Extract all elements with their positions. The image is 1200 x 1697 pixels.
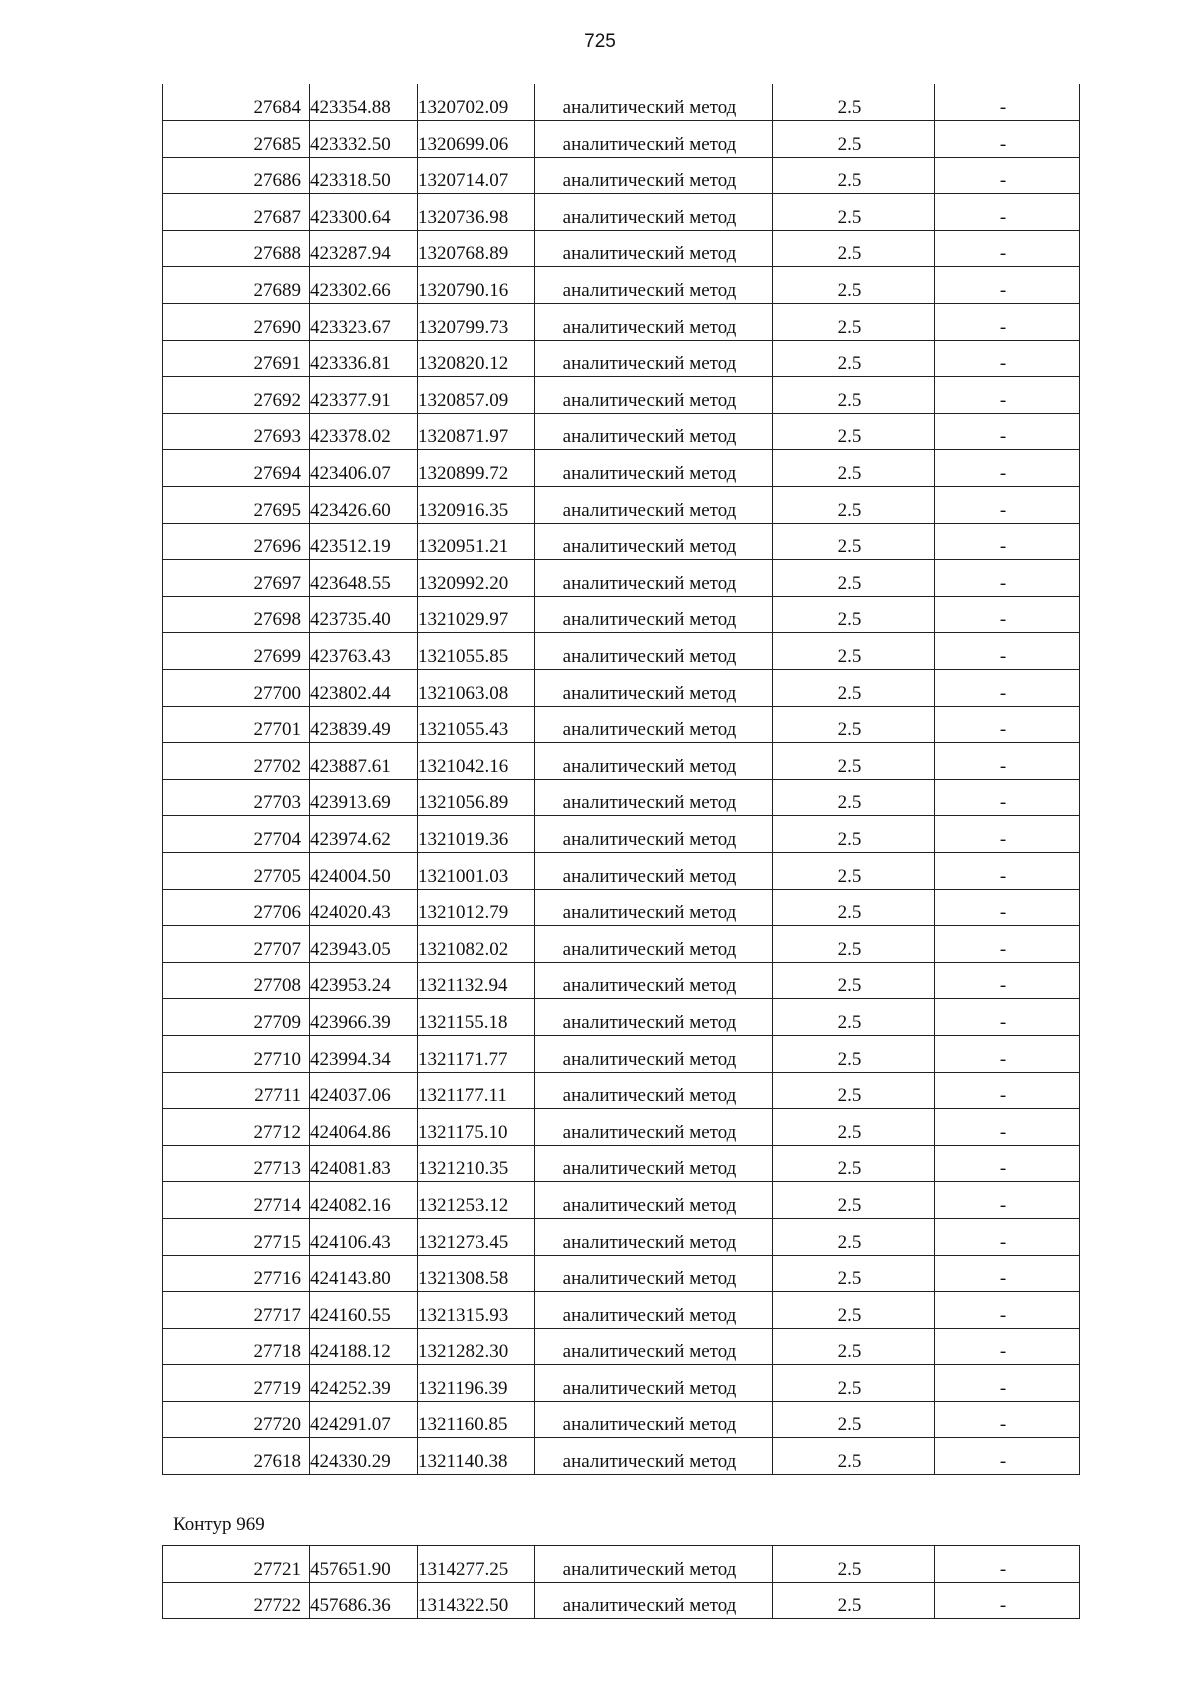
x-coordinate-cell: 424188.12 <box>310 1328 418 1365</box>
point-number-cell: 27714 <box>163 1182 310 1219</box>
accuracy-cell: 2.5 <box>773 1292 935 1329</box>
x-coordinate-cell: 424252.39 <box>310 1365 418 1402</box>
accuracy-cell: 2.5 <box>773 267 935 304</box>
table-row <box>163 1182 1080 1219</box>
table-row <box>163 1035 1080 1072</box>
contour-coordinates-table-body <box>163 1546 1080 1619</box>
y-coordinate-cell: 1321012.79 <box>418 889 535 926</box>
method-cell: аналитический метод <box>535 1328 773 1365</box>
note-cell: - <box>935 1035 1080 1072</box>
point-number-cell: 27718 <box>163 1328 310 1365</box>
table-row <box>163 633 1080 670</box>
method-cell: аналитический метод <box>535 852 773 889</box>
y-coordinate-cell: 1321196.39 <box>418 1365 535 1402</box>
table-row <box>163 377 1080 414</box>
y-coordinate-cell: 1321140.38 <box>418 1438 535 1475</box>
note-cell: - <box>935 450 1080 487</box>
table-row <box>163 1365 1080 1402</box>
y-coordinate-cell: 1321171.77 <box>418 1035 535 1072</box>
method-cell: аналитический метод <box>535 962 773 999</box>
method-cell: аналитический метод <box>535 999 773 1036</box>
y-coordinate-cell: 1314277.25 <box>418 1546 535 1583</box>
note-cell: - <box>935 1109 1080 1146</box>
x-coordinate-cell: 424064.86 <box>310 1109 418 1146</box>
y-coordinate-cell: 1320702.09 <box>418 84 535 121</box>
point-number-cell: 27696 <box>163 523 310 560</box>
y-coordinate-cell: 1321132.94 <box>418 962 535 999</box>
method-cell: аналитический метод <box>535 706 773 743</box>
method-cell: аналитический метод <box>535 560 773 597</box>
method-cell: аналитический метод <box>535 1035 773 1072</box>
method-cell: аналитический метод <box>535 670 773 707</box>
note-cell: - <box>935 1365 1080 1402</box>
table-row <box>163 1218 1080 1255</box>
method-cell: аналитический метод <box>535 413 773 450</box>
y-coordinate-cell: 1321177.11 <box>418 1072 535 1109</box>
method-cell: аналитический метод <box>535 377 773 414</box>
note-cell: - <box>935 962 1080 999</box>
method-cell: аналитический метод <box>535 523 773 560</box>
note-cell: - <box>935 487 1080 524</box>
y-coordinate-cell: 1321308.58 <box>418 1255 535 1292</box>
x-coordinate-cell: 423323.67 <box>310 304 418 341</box>
point-number-cell: 27710 <box>163 1035 310 1072</box>
x-coordinate-cell: 457651.90 <box>310 1546 418 1583</box>
note-cell: - <box>935 377 1080 414</box>
point-number-cell: 27700 <box>163 670 310 707</box>
method-cell: аналитический метод <box>535 1109 773 1146</box>
x-coordinate-cell: 423336.81 <box>310 340 418 377</box>
y-coordinate-cell: 1320799.73 <box>418 304 535 341</box>
accuracy-cell: 2.5 <box>773 670 935 707</box>
y-coordinate-cell: 1321160.85 <box>418 1401 535 1438</box>
accuracy-cell: 2.5 <box>773 1438 935 1475</box>
table-row <box>163 1438 1080 1475</box>
table-row <box>163 194 1080 231</box>
table-row <box>163 779 1080 816</box>
method-cell: аналитический метод <box>535 816 773 853</box>
table-row <box>163 413 1080 450</box>
point-number-cell: 27707 <box>163 926 310 963</box>
accuracy-cell: 2.5 <box>773 1035 935 1072</box>
note-cell: - <box>935 670 1080 707</box>
note-cell: - <box>935 1292 1080 1329</box>
note-cell: - <box>935 230 1080 267</box>
x-coordinate-cell: 423953.24 <box>310 962 418 999</box>
x-coordinate-cell: 424037.06 <box>310 1072 418 1109</box>
method-cell: аналитический метод <box>535 304 773 341</box>
x-coordinate-cell: 423763.43 <box>310 633 418 670</box>
method-cell: аналитический метод <box>535 1292 773 1329</box>
method-cell: аналитический метод <box>535 1182 773 1219</box>
accuracy-cell: 2.5 <box>773 1109 935 1146</box>
table-row <box>163 962 1080 999</box>
note-cell: - <box>935 157 1080 194</box>
note-cell: - <box>935 413 1080 450</box>
table-row <box>163 560 1080 597</box>
x-coordinate-cell: 423332.50 <box>310 121 418 158</box>
table-row <box>163 706 1080 743</box>
y-coordinate-cell: 1321253.12 <box>418 1182 535 1219</box>
method-cell: аналитический метод <box>535 450 773 487</box>
x-coordinate-cell: 423735.40 <box>310 596 418 633</box>
y-coordinate-cell: 1320871.97 <box>418 413 535 450</box>
point-number-cell: 27717 <box>163 1292 310 1329</box>
y-coordinate-cell: 1321042.16 <box>418 743 535 780</box>
accuracy-cell: 2.5 <box>773 1182 935 1219</box>
table-row <box>163 999 1080 1036</box>
y-coordinate-cell: 1320736.98 <box>418 194 535 231</box>
x-coordinate-cell: 424082.16 <box>310 1182 418 1219</box>
accuracy-cell: 2.5 <box>773 633 935 670</box>
x-coordinate-cell: 423913.69 <box>310 779 418 816</box>
method-cell: аналитический метод <box>535 1255 773 1292</box>
table-row <box>163 889 1080 926</box>
point-number-cell: 27699 <box>163 633 310 670</box>
table-row <box>163 450 1080 487</box>
note-cell: - <box>935 304 1080 341</box>
accuracy-cell: 2.5 <box>773 121 935 158</box>
coordinates-table-body <box>163 84 1080 1475</box>
note-cell: - <box>935 633 1080 670</box>
method-cell: аналитический метод <box>535 157 773 194</box>
accuracy-cell: 2.5 <box>773 194 935 231</box>
y-coordinate-cell: 1321019.36 <box>418 816 535 853</box>
accuracy-cell: 2.5 <box>773 596 935 633</box>
y-coordinate-cell: 1321210.35 <box>418 1145 535 1182</box>
point-number-cell: 27697 <box>163 560 310 597</box>
point-number-cell: 27703 <box>163 779 310 816</box>
y-coordinate-cell: 1321063.08 <box>418 670 535 707</box>
y-coordinate-cell: 1320899.72 <box>418 450 535 487</box>
accuracy-cell: 2.5 <box>773 1145 935 1182</box>
x-coordinate-cell: 423300.64 <box>310 194 418 231</box>
table-row <box>163 816 1080 853</box>
point-number-cell: 27708 <box>163 962 310 999</box>
accuracy-cell: 2.5 <box>773 450 935 487</box>
method-cell: аналитический метод <box>535 1546 773 1583</box>
accuracy-cell: 2.5 <box>773 230 935 267</box>
point-number-cell: 27695 <box>163 487 310 524</box>
table-row <box>163 1292 1080 1329</box>
table-row <box>163 926 1080 963</box>
y-coordinate-cell: 1321055.85 <box>418 633 535 670</box>
contour-coordinates-table <box>162 1545 1080 1619</box>
point-number-cell: 27691 <box>163 340 310 377</box>
note-cell: - <box>935 1328 1080 1365</box>
coordinates-table <box>162 84 1080 1475</box>
note-cell: - <box>935 706 1080 743</box>
accuracy-cell: 2.5 <box>773 377 935 414</box>
note-cell: - <box>935 1546 1080 1583</box>
note-cell: - <box>935 1072 1080 1109</box>
accuracy-cell: 2.5 <box>773 340 935 377</box>
note-cell: - <box>935 340 1080 377</box>
point-number-cell: 27693 <box>163 413 310 450</box>
point-number-cell: 27618 <box>163 1438 310 1475</box>
method-cell: аналитический метод <box>535 340 773 377</box>
y-coordinate-cell: 1320768.89 <box>418 230 535 267</box>
method-cell: аналитический метод <box>535 1401 773 1438</box>
note-cell: - <box>935 1582 1080 1619</box>
x-coordinate-cell: 423887.61 <box>310 743 418 780</box>
method-cell: аналитический метод <box>535 1365 773 1402</box>
x-coordinate-cell: 423802.44 <box>310 670 418 707</box>
method-cell: аналитический метод <box>535 121 773 158</box>
note-cell: - <box>935 523 1080 560</box>
table-row <box>163 670 1080 707</box>
table-row <box>163 84 1080 121</box>
x-coordinate-cell: 423426.60 <box>310 487 418 524</box>
accuracy-cell: 2.5 <box>773 1072 935 1109</box>
point-number-cell: 27688 <box>163 230 310 267</box>
method-cell: аналитический метод <box>535 1582 773 1619</box>
note-cell: - <box>935 84 1080 121</box>
method-cell: аналитический метод <box>535 1218 773 1255</box>
accuracy-cell: 2.5 <box>773 816 935 853</box>
accuracy-cell: 2.5 <box>773 962 935 999</box>
y-coordinate-cell: 1321001.03 <box>418 852 535 889</box>
point-number-cell: 27705 <box>163 852 310 889</box>
note-cell: - <box>935 1255 1080 1292</box>
x-coordinate-cell: 423302.66 <box>310 267 418 304</box>
point-number-cell: 27706 <box>163 889 310 926</box>
point-number-cell: 27711 <box>163 1072 310 1109</box>
table-row <box>163 1109 1080 1146</box>
x-coordinate-cell: 423974.62 <box>310 816 418 853</box>
y-coordinate-cell: 1321273.45 <box>418 1218 535 1255</box>
accuracy-cell: 2.5 <box>773 1401 935 1438</box>
method-cell: аналитический метод <box>535 596 773 633</box>
table-row <box>163 852 1080 889</box>
method-cell: аналитический метод <box>535 633 773 670</box>
y-coordinate-cell: 1321282.30 <box>418 1328 535 1365</box>
x-coordinate-cell: 423512.19 <box>310 523 418 560</box>
x-coordinate-cell: 424291.07 <box>310 1401 418 1438</box>
point-number-cell: 27721 <box>163 1546 310 1583</box>
y-coordinate-cell: 1320992.20 <box>418 560 535 597</box>
note-cell: - <box>935 743 1080 780</box>
x-coordinate-cell: 423378.02 <box>310 413 418 450</box>
point-number-cell: 27712 <box>163 1109 310 1146</box>
x-coordinate-cell: 424330.29 <box>310 1438 418 1475</box>
x-coordinate-cell: 423406.07 <box>310 450 418 487</box>
y-coordinate-cell: 1321175.10 <box>418 1109 535 1146</box>
note-cell: - <box>935 1401 1080 1438</box>
accuracy-cell: 2.5 <box>773 1255 935 1292</box>
y-coordinate-cell: 1320699.06 <box>418 121 535 158</box>
point-number-cell: 27686 <box>163 157 310 194</box>
method-cell: аналитический метод <box>535 84 773 121</box>
table-row <box>163 1328 1080 1365</box>
method-cell: аналитический метод <box>535 487 773 524</box>
method-cell: аналитический метод <box>535 1072 773 1109</box>
table-row <box>163 267 1080 304</box>
note-cell: - <box>935 999 1080 1036</box>
x-coordinate-cell: 424020.43 <box>310 889 418 926</box>
table-row <box>163 743 1080 780</box>
method-cell: аналитический метод <box>535 889 773 926</box>
y-coordinate-cell: 1320714.07 <box>418 157 535 194</box>
note-cell: - <box>935 1145 1080 1182</box>
note-cell: - <box>935 852 1080 889</box>
x-coordinate-cell: 423648.55 <box>310 560 418 597</box>
y-coordinate-cell: 1321029.97 <box>418 596 535 633</box>
method-cell: аналитический метод <box>535 230 773 267</box>
page-number: 725 <box>584 31 616 52</box>
accuracy-cell: 2.5 <box>773 304 935 341</box>
point-number-cell: 27684 <box>163 84 310 121</box>
point-number-cell: 27709 <box>163 999 310 1036</box>
table-row <box>163 1145 1080 1182</box>
accuracy-cell: 2.5 <box>773 1546 935 1583</box>
point-number-cell: 27713 <box>163 1145 310 1182</box>
accuracy-cell: 2.5 <box>773 1365 935 1402</box>
accuracy-cell: 2.5 <box>773 560 935 597</box>
point-number-cell: 27694 <box>163 450 310 487</box>
point-number-cell: 27689 <box>163 267 310 304</box>
method-cell: аналитический метод <box>535 1438 773 1475</box>
accuracy-cell: 2.5 <box>773 157 935 194</box>
point-number-cell: 27692 <box>163 377 310 414</box>
point-number-cell: 27702 <box>163 743 310 780</box>
point-number-cell: 27716 <box>163 1255 310 1292</box>
accuracy-cell: 2.5 <box>773 84 935 121</box>
y-coordinate-cell: 1321315.93 <box>418 1292 535 1329</box>
note-cell: - <box>935 779 1080 816</box>
y-coordinate-cell: 1320820.12 <box>418 340 535 377</box>
accuracy-cell: 2.5 <box>773 852 935 889</box>
accuracy-cell: 2.5 <box>773 413 935 450</box>
method-cell: аналитический метод <box>535 1145 773 1182</box>
point-number-cell: 27701 <box>163 706 310 743</box>
contour-label: Контур 969 <box>173 1514 265 1535</box>
point-number-cell: 27722 <box>163 1582 310 1619</box>
note-cell: - <box>935 1438 1080 1475</box>
x-coordinate-cell: 424004.50 <box>310 852 418 889</box>
table-row <box>163 304 1080 341</box>
table-row <box>163 340 1080 377</box>
x-coordinate-cell: 424160.55 <box>310 1292 418 1329</box>
method-cell: аналитический метод <box>535 926 773 963</box>
accuracy-cell: 2.5 <box>773 1218 935 1255</box>
note-cell: - <box>935 121 1080 158</box>
point-number-cell: 27704 <box>163 816 310 853</box>
y-coordinate-cell: 1320951.21 <box>418 523 535 560</box>
method-cell: аналитический метод <box>535 779 773 816</box>
x-coordinate-cell: 423318.50 <box>310 157 418 194</box>
note-cell: - <box>935 267 1080 304</box>
method-cell: аналитический метод <box>535 743 773 780</box>
table-row <box>163 230 1080 267</box>
note-cell: - <box>935 1182 1080 1219</box>
y-coordinate-cell: 1320857.09 <box>418 377 535 414</box>
x-coordinate-cell: 457686.36 <box>310 1582 418 1619</box>
table-row <box>163 1255 1080 1292</box>
accuracy-cell: 2.5 <box>773 779 935 816</box>
accuracy-cell: 2.5 <box>773 706 935 743</box>
accuracy-cell: 2.5 <box>773 523 935 560</box>
x-coordinate-cell: 423377.91 <box>310 377 418 414</box>
note-cell: - <box>935 889 1080 926</box>
table-row <box>163 1546 1080 1583</box>
x-coordinate-cell: 423994.34 <box>310 1035 418 1072</box>
table-row <box>163 157 1080 194</box>
accuracy-cell: 2.5 <box>773 889 935 926</box>
x-coordinate-cell: 423839.49 <box>310 706 418 743</box>
accuracy-cell: 2.5 <box>773 1582 935 1619</box>
x-coordinate-cell: 423287.94 <box>310 230 418 267</box>
table-row <box>163 1401 1080 1438</box>
y-coordinate-cell: 1321082.02 <box>418 926 535 963</box>
x-coordinate-cell: 424106.43 <box>310 1218 418 1255</box>
table-row <box>163 596 1080 633</box>
point-number-cell: 27698 <box>163 596 310 633</box>
table-row <box>163 487 1080 524</box>
note-cell: - <box>935 596 1080 633</box>
accuracy-cell: 2.5 <box>773 1328 935 1365</box>
accuracy-cell: 2.5 <box>773 743 935 780</box>
table-row <box>163 121 1080 158</box>
x-coordinate-cell: 423966.39 <box>310 999 418 1036</box>
point-number-cell: 27687 <box>163 194 310 231</box>
y-coordinate-cell: 1320790.16 <box>418 267 535 304</box>
note-cell: - <box>935 926 1080 963</box>
point-number-cell: 27685 <box>163 121 310 158</box>
table-row <box>163 523 1080 560</box>
y-coordinate-cell: 1321055.43 <box>418 706 535 743</box>
y-coordinate-cell: 1321155.18 <box>418 999 535 1036</box>
note-cell: - <box>935 194 1080 231</box>
accuracy-cell: 2.5 <box>773 999 935 1036</box>
method-cell: аналитический метод <box>535 194 773 231</box>
table-row <box>163 1072 1080 1109</box>
x-coordinate-cell: 423354.88 <box>310 84 418 121</box>
x-coordinate-cell: 423943.05 <box>310 926 418 963</box>
point-number-cell: 27690 <box>163 304 310 341</box>
accuracy-cell: 2.5 <box>773 487 935 524</box>
note-cell: - <box>935 1218 1080 1255</box>
accuracy-cell: 2.5 <box>773 926 935 963</box>
x-coordinate-cell: 424081.83 <box>310 1145 418 1182</box>
method-cell: аналитический метод <box>535 267 773 304</box>
point-number-cell: 27720 <box>163 1401 310 1438</box>
y-coordinate-cell: 1321056.89 <box>418 779 535 816</box>
y-coordinate-cell: 1314322.50 <box>418 1582 535 1619</box>
point-number-cell: 27715 <box>163 1218 310 1255</box>
x-coordinate-cell: 424143.80 <box>310 1255 418 1292</box>
table-row <box>163 1582 1080 1619</box>
note-cell: - <box>935 560 1080 597</box>
point-number-cell: 27719 <box>163 1365 310 1402</box>
note-cell: - <box>935 816 1080 853</box>
y-coordinate-cell: 1320916.35 <box>418 487 535 524</box>
